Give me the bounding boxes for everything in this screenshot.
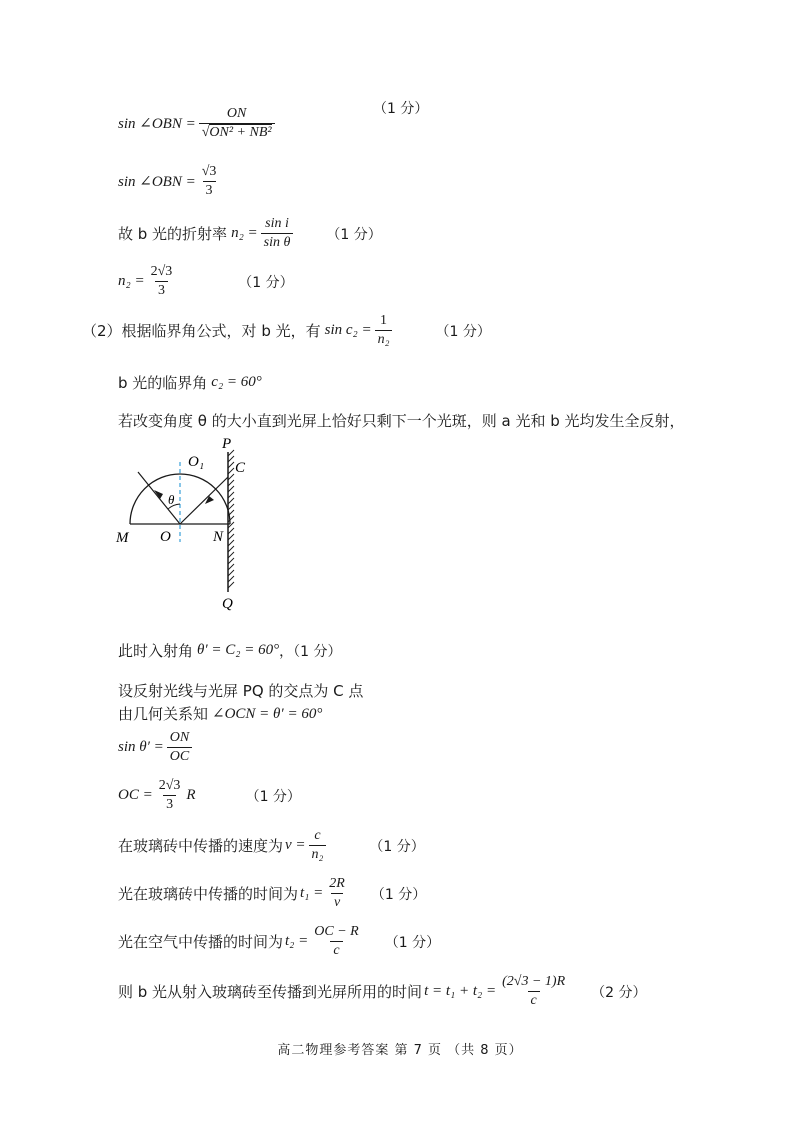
- fraction-numerator: c: [314, 828, 321, 843]
- label-q: Q: [222, 596, 233, 612]
- eq-speed: [118, 828, 425, 863]
- reflected-arrow-icon: [205, 496, 214, 504]
- fraction-denominator: sin θ: [261, 233, 294, 251]
- text: 此时入射角: [118, 642, 194, 660]
- fraction: [199, 164, 220, 199]
- eq-sin-theta-prime: [118, 730, 195, 765]
- eq-refractive-index: [118, 216, 382, 251]
- eq-critical-angle: [82, 313, 491, 348]
- fraction: [311, 924, 361, 959]
- reflected-ray: [180, 477, 228, 524]
- page-footer: 高二物理参考答案 第 7 页 （共 8 页）: [277, 1043, 523, 1058]
- math: c₂ = 60°: [211, 374, 262, 390]
- critical-angle-value: [118, 372, 262, 393]
- eq-time-glass: [118, 876, 426, 911]
- paragraph-total-reflection: [118, 410, 685, 431]
- screen-hatching: [228, 450, 234, 588]
- math: ∠OCN = θ′ = 60°: [212, 706, 323, 722]
- incidence-angle: [118, 640, 342, 661]
- fraction-numerator: OC − R: [314, 924, 359, 939]
- fraction: [167, 730, 192, 765]
- eq-lhs: v =: [285, 837, 306, 853]
- label-theta: θ: [168, 492, 175, 507]
- fraction-numerator: sin i: [265, 216, 289, 231]
- optics-diagram: [110, 432, 270, 612]
- score: （2 分）: [591, 984, 647, 1001]
- label-p: P: [222, 436, 232, 452]
- eq-n2-value: [118, 264, 294, 299]
- fraction-denominator: n₂: [375, 330, 393, 348]
- score: （1 分）: [245, 788, 301, 805]
- fraction-denominator: n₂: [309, 845, 327, 863]
- fraction-denominator: √ON² + NB²: [199, 123, 275, 141]
- eq-lhs: t₂ =: [285, 933, 309, 949]
- text: 设反射光线与光屏 PQ 的交点为 C 点: [118, 682, 364, 700]
- fraction: [261, 216, 294, 251]
- eq-lhs: sin ∠OBN =: [118, 116, 196, 132]
- eq-rhs: R: [186, 787, 196, 803]
- eq-oc-value: [118, 778, 301, 813]
- text: 由几何关系知: [118, 705, 209, 723]
- fraction-denominator: v: [331, 893, 343, 911]
- fraction-numerator: √3: [201, 164, 217, 179]
- label-o1: O₁: [188, 454, 205, 470]
- fraction-numerator: 2√3: [158, 778, 181, 793]
- score: （1 分）: [373, 101, 429, 117]
- eq-total-time: [118, 974, 647, 1009]
- intersection-point-text: [118, 680, 363, 701]
- fraction-numerator: 1: [380, 313, 388, 328]
- fraction: [156, 778, 184, 813]
- text: 则 b 光从射入玻璃砖至传播到光屏所用的时间: [118, 983, 423, 1001]
- eq-time-air: [118, 924, 440, 959]
- eq-lhs: n₂ =: [231, 225, 258, 241]
- eq-lhs: t = t₁ + t₂ =: [424, 983, 497, 999]
- eq-lhs: OC =: [118, 787, 153, 803]
- score: （1 分）: [435, 323, 491, 340]
- eq-sin-obn-1: [118, 101, 429, 141]
- label-n: N: [213, 529, 224, 545]
- score: （1 分）: [326, 226, 382, 243]
- score: （1 分）: [369, 838, 425, 855]
- fraction-denominator: 3: [203, 181, 216, 199]
- fraction-denominator: 3: [155, 281, 168, 299]
- label-o: O: [160, 529, 171, 545]
- eq-lhs: sin ∠OBN =: [118, 174, 196, 190]
- fraction: [375, 313, 393, 348]
- fraction-numerator: 2R: [329, 876, 345, 891]
- fraction-numerator: ON: [226, 106, 247, 121]
- fraction-denominator: OC: [167, 747, 192, 765]
- label-c: C: [235, 460, 246, 476]
- text: 在玻璃砖中传播的速度为: [118, 837, 284, 855]
- fraction-denominator: c: [330, 941, 342, 959]
- eq-lhs: sin c₂ =: [324, 322, 372, 338]
- text: 若改变角度 θ 的大小直到光屏上恰好只剩下一个光斑，则 a 光和 b 光均发生全反射，: [118, 412, 685, 430]
- text: b 光的临界角: [118, 374, 208, 392]
- fraction: [148, 264, 176, 299]
- text: 光在玻璃砖中传播的时间为: [118, 885, 299, 903]
- eq-lhs: t₁ =: [300, 885, 324, 901]
- fraction: [499, 974, 568, 1009]
- text: （2）根据临界角公式，对 b 光，有: [82, 322, 321, 340]
- fraction: [309, 828, 327, 863]
- math: θ′ = C₂ = 60°: [197, 642, 280, 658]
- score: ，（1 分）: [279, 643, 342, 660]
- eq-sin-obn-2: [118, 164, 222, 199]
- score: （1 分）: [370, 886, 427, 903]
- geometry-relation: [118, 703, 322, 724]
- fraction-numerator: (2√3 − 1)R: [502, 974, 566, 989]
- fraction-denominator: 3: [163, 795, 176, 813]
- eq-lhs: n₂ =: [118, 273, 145, 289]
- label-m: M: [116, 530, 129, 546]
- fraction-denominator: c: [528, 991, 540, 1009]
- fraction-numerator: 2√3: [150, 264, 173, 279]
- fraction: [326, 876, 348, 911]
- fraction: [199, 106, 275, 141]
- fraction-numerator: ON: [169, 730, 190, 745]
- eq-lhs: sin θ′ =: [118, 739, 164, 755]
- score: （1 分）: [238, 274, 294, 291]
- text: 光在空气中传播的时间为: [118, 933, 284, 951]
- score: （1 分）: [384, 934, 441, 951]
- text: 故 b 光的折射率: [118, 225, 228, 243]
